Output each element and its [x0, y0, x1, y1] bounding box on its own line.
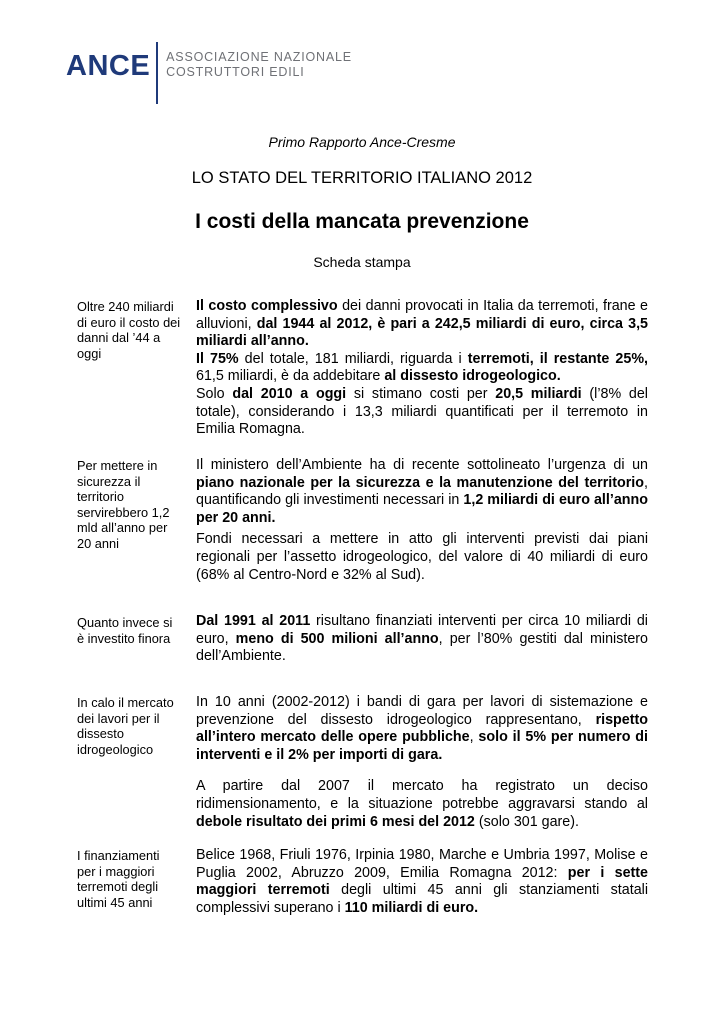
paragraph: Il ministero dell’Ambiente ha di recente sottolineato l’urgenza di un piano nazionale per la sicurezza e la manutenzione del territorio, quantificando gli investimenti necessari in 1,2 miliardi di euro all’anno per 20 anni.	[196, 457, 648, 526]
report-subtitle: Primo Rapporto Ance-Cresme	[268, 134, 456, 150]
ance-logo	[66, 42, 352, 104]
section-body	[196, 298, 648, 439]
paragraph: In 10 anni (2002-2012) i bandi di gara per lavori di sistemazione e prevenzione del dissesto idrogeologico rappresentano, rispetto all’intero mercato delle opere pubbliche, solo il 5% per numero di interventi e il 2% per importi di gara.	[196, 694, 648, 763]
side-note: Quanto invece si è investito finora	[77, 615, 173, 646]
logo-line-1: ASSOCIAZIONE NAZIONALE	[166, 50, 352, 64]
logo-divider	[156, 42, 158, 104]
section-body	[196, 847, 648, 917]
paragraph: Il 75% del totale, 181 miliardi, riguarda i terremoti, il restante 25%, 61,5 miliardi, è da addebitare al dissesto idrogeologico.	[196, 350, 649, 385]
document-type: Scheda stampa	[313, 254, 411, 270]
side-note: In calo il mercato dei lavori per il dissesto idrogeologico	[77, 695, 174, 757]
report-header: LO STATO DEL TERRITORIO ITALIANO 2012	[191, 169, 533, 187]
paragraph: Fondi necessari a mettere in atto gli interventi previsti dai piani regionali per l’assetto idrogeologico, del valore di 40 miliardi di euro (68% al Centro-Nord e 32% al Sud).	[196, 531, 648, 583]
logo-subtitle	[166, 50, 352, 80]
side-note: I finanziamenti per i maggiori terremoti degli ultimi 45 anni	[77, 848, 160, 910]
paragraph: Il costo complessivo dei danni provocati in Italia da terremoti, frane e alluvioni, dal 1944 al 2012, è pari a 242,5 miliardi di euro, circa 3,5 miliardi all’anno.	[196, 298, 649, 350]
paragraph: Belice 1968, Friuli 1976, Irpinia 1980, Marche e Umbria 1997, Molise e Puglia 2002, Abruzzo 2009, Emilia Romagna 2012: per i sette maggiori terremoti degli ultimi 45 anni gli stanziamenti statali complessivi superano i 110 miliardi di euro.	[196, 847, 649, 916]
section-body	[196, 613, 648, 666]
page-title: I costi della mancata prevenzione	[195, 210, 529, 233]
section-body	[196, 694, 648, 831]
paragraph: Solo dal 2010 a oggi si stimano costi per 20,5 miliardi (l’8% del totale), considerando i 13,3 miliardi quantificati per il terremoto in Emilia Romagna.	[196, 385, 648, 438]
paragraph: A partire dal 2007 il mercato ha registrato un deciso ridimensionamento, e la situazione potrebbe aggravarsi stando al debole risultato dei primi 6 mesi del 2012 (solo 301 gare).	[196, 778, 648, 830]
logo-brand: ANCE	[66, 50, 151, 82]
paragraph: Dal 1991 al 2011 risultano finanziati interventi per circa 10 miliardi di euro, meno di 500 milioni all’anno, per l’80% gestiti dal ministero dell’Ambiente.	[196, 613, 648, 665]
logo-line-2: COSTRUTTORI EDILI	[166, 65, 305, 79]
section-body	[196, 457, 648, 584]
side-note: Oltre 240 miliardi di euro il costo dei danni dal ’44 a oggi	[77, 299, 181, 361]
side-note: Per mettere in sicurezza il territorio servirebbero 1,2 mld all’anno per 20 anni	[77, 458, 170, 551]
